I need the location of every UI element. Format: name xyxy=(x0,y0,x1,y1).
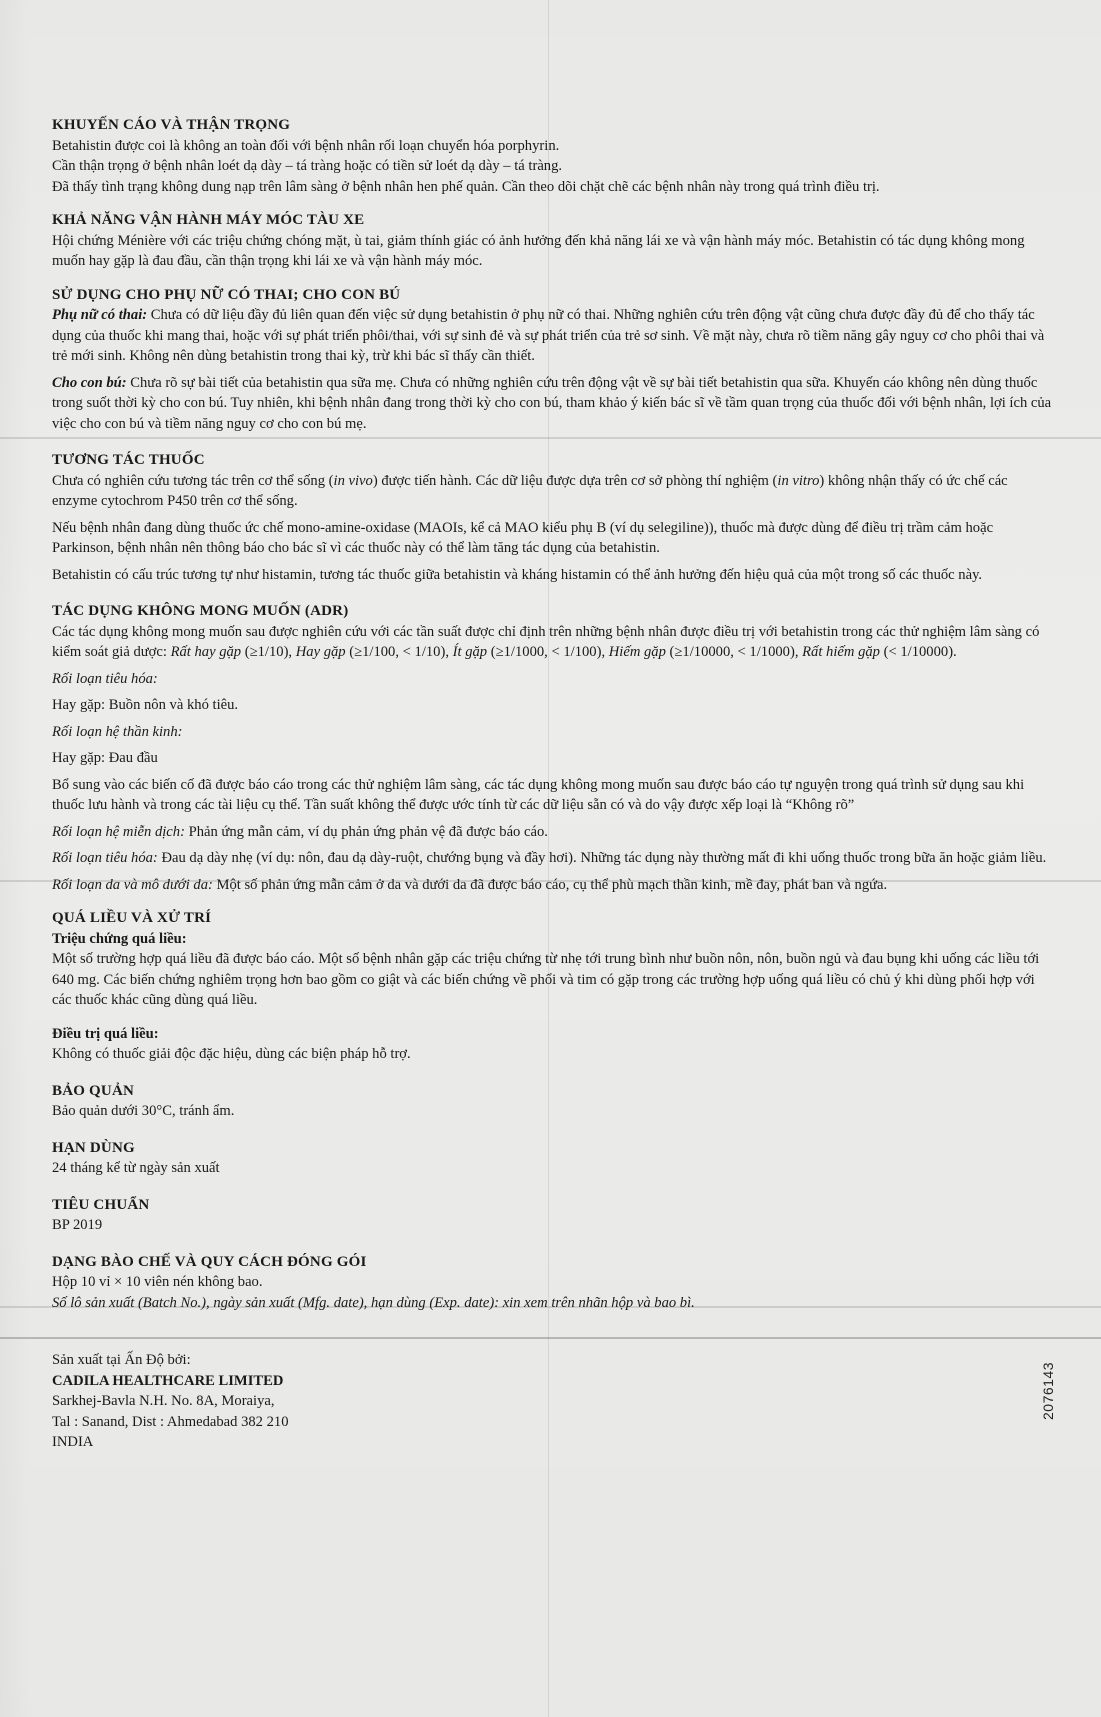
country: INDIA xyxy=(52,1434,94,1450)
text: (≥1/100, < 1/10), xyxy=(345,644,453,660)
section-title: BẢO QUẢN xyxy=(52,1082,135,1099)
text-italic: Hay gặp xyxy=(295,644,346,660)
paragraph xyxy=(52,622,1052,663)
subheading: Rối loạn hệ thần kinh: xyxy=(52,723,183,740)
paragraph: Betahistin được coi là không an toàn đối với bệnh nhân rối loạn chuyển hóa porphyrin. xyxy=(52,137,560,154)
text-italic: Ít gặp xyxy=(452,644,488,660)
paragraph: Cần thận trọng ở bệnh nhân loét dạ dày – tá tràng hoặc có tiền sử loét dạ dày – tá tràng. xyxy=(52,158,563,174)
section-driving xyxy=(52,210,1052,272)
paragraph: Hay gặp: Buồn nôn và khó tiêu. xyxy=(52,697,239,713)
section-shelf-life xyxy=(52,1138,1052,1179)
made-in-label: Sản xuất tại Ấn Độ bởi: xyxy=(52,1352,191,1368)
text: (≥1/10000, < 1/1000), xyxy=(665,644,803,660)
paragraph: Hay gặp: Đau đầu xyxy=(52,750,158,766)
text-italic: Rối loạn tiêu hóa: xyxy=(52,850,158,866)
section-dosage-form xyxy=(52,1252,1052,1314)
text: (≥1/1000, < 1/100), xyxy=(487,644,609,660)
paragraph xyxy=(52,373,1052,435)
text-italic: in vitro xyxy=(777,472,820,489)
section-title: TÁC DỤNG KHÔNG MONG MUỐN (ADR) xyxy=(52,603,349,619)
subheading: Cho con bú: xyxy=(52,374,127,391)
section-adverse-reactions xyxy=(52,601,1052,895)
company-name: CADILA HEALTHCARE LIMITED xyxy=(52,1372,284,1389)
section-standard xyxy=(52,1195,1052,1236)
section-warnings xyxy=(52,115,1052,197)
text-italic: Rất hiếm gặp xyxy=(802,644,880,660)
document-code: 2076143 xyxy=(1040,1361,1056,1420)
paragraph: Một số trường hợp quá liều đã được báo cáo. Một số bệnh nhân gặp các triệu chứng từ nhẹ tới trung bình như buồn nôn, nôn, buồn ngủ và đau bụng khi uống các liều tới 640 mg. Các biến chứng nghiêm trọng hơn bao gồm co giật và các biến chứng về phổi và tim có gặp trong các trường hợp uống quá liều có chủ ý khi dùng phối hợp với các thuốc khác cũng dùng quá liều. xyxy=(52,951,1040,1008)
section-overdose xyxy=(52,908,1052,1065)
paragraph: Bổ sung vào các biến cố đã được báo cáo trong các thử nghiệm lâm sàng, các tác dụng không mong muốn sau được báo cáo tự nguyện trong quá trình sử dụng sau khi thuốc lưu hành và trong các tài liệu cụ thể. Tần suất không thể được ước tính từ các dữ liệu sẵn có và do vậy được xếp loại là “Không rõ” xyxy=(52,776,1025,813)
section-pregnancy xyxy=(52,285,1052,435)
address-line: Tal : Sanand, Dist : Ahmedabad 382 210 xyxy=(52,1413,289,1430)
text: Phản ứng mẫn cảm, ví dụ phản ứng phản vệ đã được báo cáo. xyxy=(184,823,548,840)
text-italic: Rối loạn hệ miễn dịch: xyxy=(52,823,185,840)
text: Một số phản ứng mẫn cảm ở da và dưới da đã được báo cáo, cụ thể phù mạch thần kinh, mề đay, phát ban và ngứa. xyxy=(212,876,888,893)
paragraph xyxy=(52,822,1052,843)
paragraph: Số lô sản xuất (Batch No.), ngày sản xuất (Mfg. date), hạn dùng (Exp. date): xin xem trên nhãn hộp và bao bì. xyxy=(52,1294,695,1311)
section-title: QUÁ LIỀU VÀ XỬ TRÍ xyxy=(52,910,212,926)
manufacturer-block xyxy=(52,1350,289,1453)
text: (< 1/10000). xyxy=(879,644,957,660)
subheading: Phụ nữ có thai: xyxy=(52,307,148,323)
text-italic: Hiếm gặp xyxy=(608,644,666,660)
paragraph xyxy=(52,471,1052,512)
text: (≥1/10), xyxy=(241,644,296,660)
paragraph: 24 tháng kể từ ngày sản xuất xyxy=(52,1160,220,1176)
subheading: Rối loạn tiêu hóa: xyxy=(52,670,158,687)
paragraph xyxy=(52,848,1052,869)
section-title: TIÊU CHUẨN xyxy=(52,1196,150,1213)
section-storage xyxy=(52,1081,1052,1122)
text: Chưa rõ sự bài tiết của betahistin qua sữa mẹ. Chưa có những nghiên cứu trên động vật về sự bài tiết betahistin qua sữa. Khuyến cáo không nên dùng thuốc trong suốt thời kỳ cho con bú. Tuy nhiên, khi bệnh nhân đang trong thời kỳ cho con bú, tham khảo ý kiến bác sĩ về tầm quan trọng của thuốc đối với bệnh nhân, lợi ích của việc cho con bú và tiềm năng nguy cơ cho con bú mẹ. xyxy=(52,374,1052,432)
paragraph: Bảo quản dưới 30°C, tránh ẩm. xyxy=(52,1103,235,1119)
text: ) được tiến hành. Các dữ liệu được dựa trên cơ sở phòng thí nghiệm ( xyxy=(372,472,778,489)
subheading: Triệu chứng quá liều: xyxy=(52,930,187,947)
paragraph: Đã thấy tình trạng không dung nạp trên lâm sàng ở bệnh nhân hen phế quản. Cần theo dõi chặt chẽ các bệnh nhân này trong quá trình điều trị. xyxy=(52,178,880,195)
section-title: HẠN DÙNG xyxy=(52,1139,135,1156)
text-italic: in vivo xyxy=(333,472,373,489)
paragraph xyxy=(52,305,1052,367)
paragraph xyxy=(52,875,1052,896)
paragraph: BP 2019 xyxy=(52,1217,103,1233)
paragraph: Nếu bệnh nhân đang dùng thuốc ức chế mono-amine-oxidase (MAOIs, kể cả MAO kiểu phụ B (ví dụ selegiline)), thuốc mà được dùng để điều trị trầm cảm hoặc Parkinson, bệnh nhân nên thông báo cho bác sĩ vì các thuốc này có thể làm tăng tác dụng của betahistin. xyxy=(52,519,994,556)
text: ) không nhận thấy có ức chế các enzyme cytochrom P450 trên cơ thể sống. xyxy=(52,472,1008,509)
text: Chưa có dữ liệu đầy đủ liên quan đến việc sử dụng betahistin ở phụ nữ có thai. Những nghiên cứu trên động vật cũng chưa được đầy đủ để cho thấy tác dụng của thuốc khi mang thai, hoặc với sự phát triển phôi/thai, với sự sinh đẻ và sự phát triển của trẻ sơ sinh. Về mặt này, chưa rõ tiềm năng gây nguy cơ cho phôi thai và trẻ mới sinh. Không nên dùng betahistin trong thai kỳ, trừ khi bác sĩ thấy cần thiết. xyxy=(52,307,1045,364)
divider xyxy=(0,1337,1101,1339)
section-title: TƯƠNG TÁC THUỐC xyxy=(52,452,205,468)
paragraph: Hộp 10 vỉ × 10 viên nén không bao. xyxy=(52,1274,263,1290)
address-line: Sarkhej-Bavla N.H. No. 8A, Moraiya, xyxy=(52,1393,275,1409)
text: Các tác dụng không mong muốn sau được nghiên cứu với các tần suất được chỉ định trên những bệnh nhân được điều trị với betahistin trong các thử nghiệm lâm sàng có kiểm soát giả dược: xyxy=(52,623,1040,660)
text-italic: Rất hay gặp xyxy=(170,644,242,660)
subheading: Điều trị quá liều: xyxy=(52,1025,159,1042)
section-title: DẠNG BÀO CHẾ VÀ QUY CÁCH ĐÓNG GÓI xyxy=(52,1253,367,1270)
leaflet-content xyxy=(52,115,1052,1313)
text: Chưa có nghiên cứu tương tác trên cơ thể sống ( xyxy=(52,472,334,489)
paragraph: Betahistin có cấu trúc tương tự như histamin, tương tác thuốc giữa betahistin và kháng histamin có thể ảnh hưởng đến hiệu quả của một trong số các thuốc này. xyxy=(52,566,983,583)
section-interactions xyxy=(52,450,1052,585)
section-title: KHẢ NĂNG VẬN HÀNH MÁY MÓC TÀU XE xyxy=(52,212,365,228)
paragraph: Hội chứng Ménière với các triệu chứng chóng mặt, ù tai, giảm thính giác có ảnh hưởng đến khả năng lái xe và vận hành máy móc. Betahistin có tác dụng không mong muốn hay gặp là đau đầu, cần thận trọng khi lái xe và vận hành máy móc. xyxy=(52,232,1025,269)
text: Đau dạ dày nhẹ (ví dụ: nôn, đau dạ dày-ruột, chướng bụng và đầy hơi). Những tác dụng này thường mất đi khi uống thuốc trong bữa ăn hoặc giảm liều. xyxy=(157,850,1047,866)
section-title: SỬ DỤNG CHO PHỤ NỮ CÓ THAI; CHO CON BÚ xyxy=(52,286,401,303)
paragraph: Không có thuốc giải độc đặc hiệu, dùng các biện pháp hỗ trợ. xyxy=(52,1046,411,1062)
text-italic: Rối loạn da và mô dưới da: xyxy=(52,876,213,893)
section-title: KHUYẾN CÁO VÀ THẬN TRỌNG xyxy=(52,117,291,133)
